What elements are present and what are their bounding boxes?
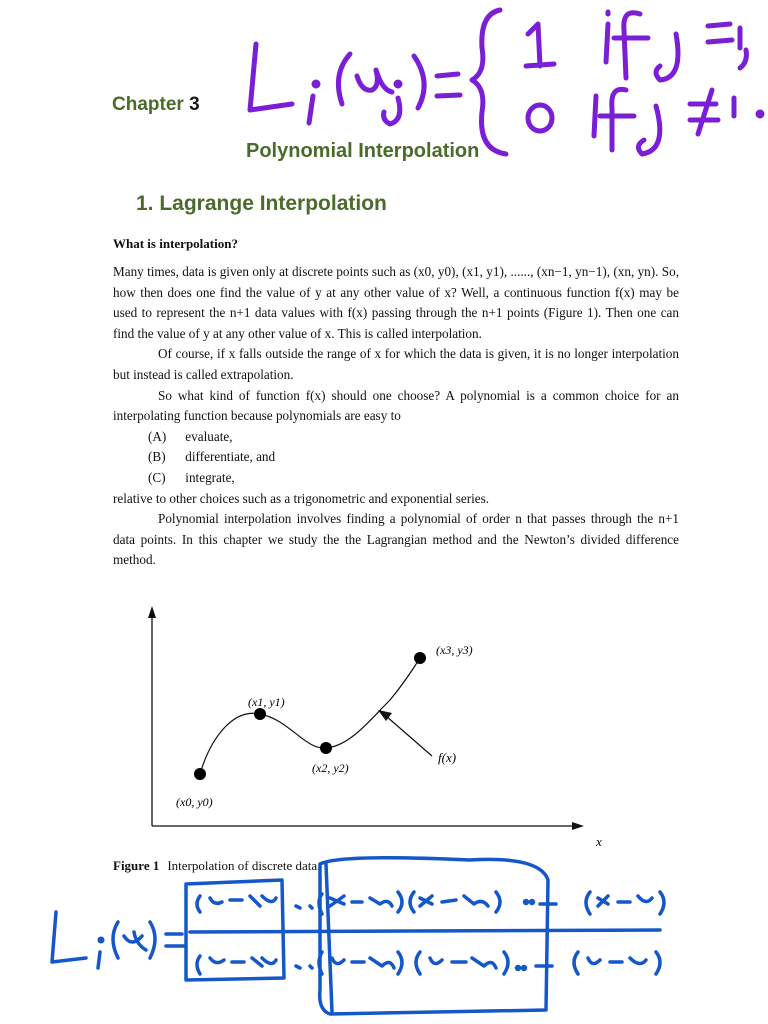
figure-interpolation — [0, 590, 768, 855]
y-axis-arrow-icon — [148, 606, 156, 618]
list-label: (A) — [148, 428, 167, 444]
list-text: integrate, — [185, 469, 235, 485]
paragraph-4: relative to other choices such as a trigonometric and exponential series. — [113, 490, 490, 506]
data-point — [320, 742, 332, 754]
chapter-number: 3 — [189, 94, 200, 115]
point-label-0: (x0, y0) — [176, 795, 213, 809]
data-point — [194, 768, 206, 780]
list-item — [113, 447, 679, 468]
list-label: (C) — [148, 469, 166, 485]
chapter-title: Polynomial Interpolation — [246, 140, 480, 162]
paragraph-1: Many times, data is given only at discrete points such as (x0, y0), (x1, y1), ......, (xn−1, yn−1), (xn, yn). So, how then does one find the value of y at any other value of x? Well, a continuous function f(x) may be used to represent the n+1 data values with f(x) passing through the n+1 points (Figure 1). Then one can find the value of y at any other value of x. This is called interpolation. — [113, 264, 679, 341]
paragraph-2: Of course, if x falls outside the range of x for which the data is given, it is no longer interpolation but instead is called extrapolation. — [113, 346, 679, 382]
body-text — [113, 262, 679, 571]
function-label: f(x) — [438, 750, 457, 765]
list-item — [113, 427, 679, 448]
x-axis-arrow-icon — [572, 822, 584, 830]
point-label-1: (x1, y1) — [248, 695, 285, 709]
point-label-3: (x3, y3) — [436, 643, 473, 657]
list-item — [113, 468, 679, 489]
x-axis-label: x — [596, 834, 602, 849]
section-heading: 1. Lagrange Interpolation — [136, 192, 387, 215]
list-label: (B) — [148, 449, 166, 465]
figure-caption — [113, 858, 320, 874]
list-text: evaluate, — [185, 428, 233, 444]
list-text: differentiate, and — [185, 449, 276, 465]
point-label-2: (x2, y2) — [312, 761, 349, 775]
subheading: What is interpolation? — [113, 236, 238, 251]
data-point — [414, 652, 426, 664]
function-pointer — [386, 716, 432, 756]
paragraph-3: So what kind of function f(x) should one choose? A polynomial is a common choice for an interpolating function because polynomials are easy to — [113, 387, 679, 424]
data-point — [254, 708, 266, 720]
paragraph-5: Polynomial interpolation involves finding a polynomial of order n that passes through the n+1 data points. In this chapter we study the the Lagrangian method and the Newton’s divided difference method. — [113, 511, 679, 568]
caption-text: Interpolation of discrete data. — [167, 858, 321, 873]
caption-label: Figure 1 — [113, 858, 160, 873]
chapter-word: Chapter — [112, 94, 184, 115]
chapter-heading — [112, 94, 200, 116]
